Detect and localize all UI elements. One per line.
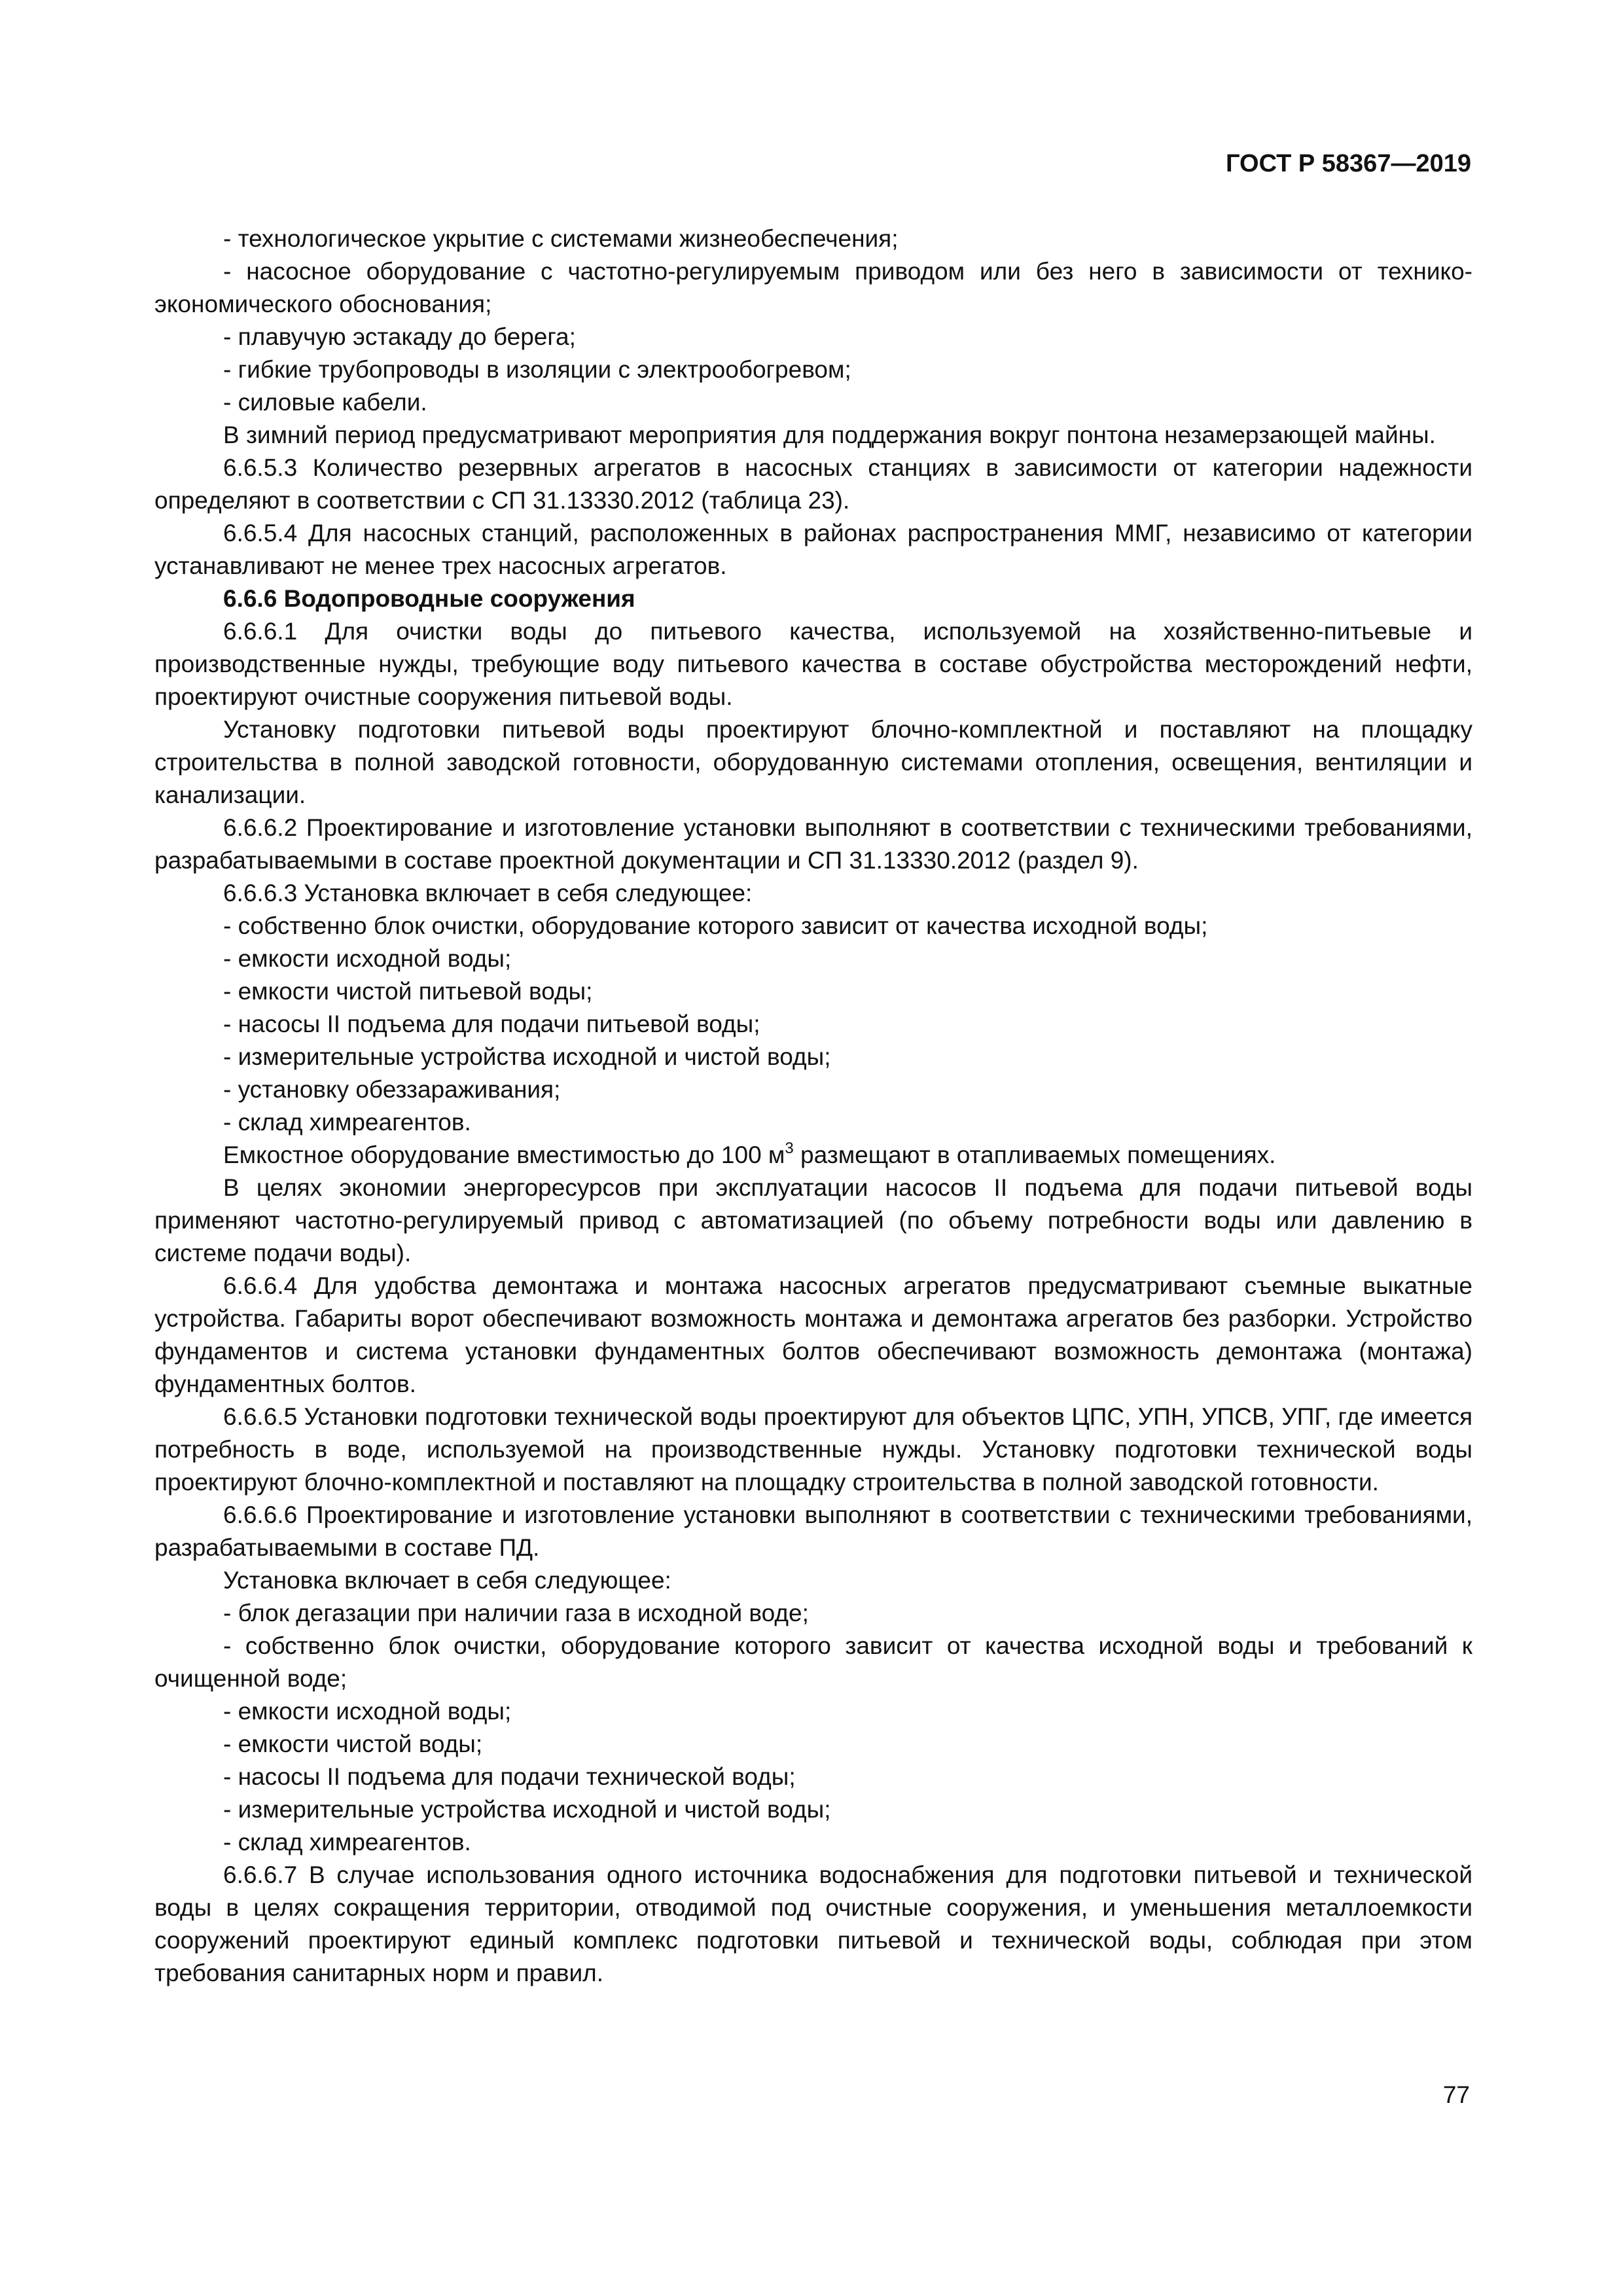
clause-6-6-6-6: 6.6.6.6 Проектирование и изготовление установки выполняют в соответствии с техническими требованиями, разрабатываемыми в составе ПД. — [154, 1501, 1472, 1561]
clause-6-6-6-2: 6.6.6.2 Проектирование и изготовление установки выполняют в соответствии с техническими требованиями, разрабатываемыми в составе проектной документации и СП 31.13330.2012 (раздел 9). — [154, 814, 1472, 874]
clause-6-6-6-1: 6.6.6.1 Для очистки воды до питьевого качества, используемой на хозяйственно-питьевые и производственные нужды, требующие воду питьевого качества в составе обустройства месторождений нефти, проектируют очистные сооружения питьевой воды. — [154, 618, 1472, 710]
list-item: - склад химреагентов. — [223, 1109, 471, 1136]
list-item: - насосы II подъема для подачи питьевой воды; — [223, 1011, 760, 1037]
document-body — [154, 223, 1472, 1990]
list-item: - гибкие трубопроводы в изоляции с электрообогревом; — [223, 356, 851, 383]
capacity-text-after: размещают в отапливаемых помещениях. — [793, 1141, 1276, 1168]
list-item: - емкости чистой питьевой воды; — [223, 978, 593, 1005]
paragraph: В целях экономии энергоресурсов при эксплуатации насосов II подъема для подачи питьевой воды применяют частотно-регулируемый привод с автоматизацией (по объему потребности воды или давлению в системе подачи воды). — [154, 1174, 1472, 1266]
clause-6-6-6-3: 6.6.6.3 Установка включает в себя следующее: — [223, 880, 753, 906]
list-item: - плавучую эстакаду до берега; — [223, 323, 576, 350]
list-item: - собственно блок очистки, оборудование которого зависит от качества исходной воды и требований к очищенной воде; — [154, 1632, 1472, 1692]
clause-6-6-6-7: 6.6.6.7 В случае использования одного источника водоснабжения для подготовки питьевой и технической воды в целях сокращения территории, отводимой под очистные сооружения, и уменьшения металлоемкости сооружений проектируют единый комплекс подготовки питьевой и технической воды, соблюдая при этом требования санитарных норм и правил. — [154, 1861, 1472, 1986]
superscript-3: 3 — [785, 1139, 794, 1157]
capacity-text-before: Емкостное оборудование вместимостью до 100 м — [223, 1141, 785, 1168]
list-item: - собственно блок очистки, оборудование которого зависит от качества исходной воды; — [223, 912, 1208, 939]
list-item: - склад химреагентов. — [223, 1829, 471, 1856]
list-item: - технологическое укрытие с системами жизнеобеспечения; — [223, 225, 899, 252]
document-code-header: ГОСТ Р 58367—2019 — [1226, 150, 1471, 177]
list-item: - насосы II подъема для подачи технической воды; — [223, 1763, 796, 1790]
list-item: - установку обеззараживания; — [223, 1076, 561, 1103]
list-item: - измерительные устройства исходной и чистой воды; — [223, 1043, 831, 1070]
list-item: - блок дегазации при наличии газа в исходной воде; — [223, 1600, 809, 1626]
paragraph: Установку подготовки питьевой воды проектируют блочно-комплектной и поставляют на площадку строительства в полной заводской готовности, оборудованную системами отопления, освещения, вентиляции и канализации. — [154, 716, 1472, 808]
clause-6-6-6-5: 6.6.6.5 Установки подготовки технической воды проектируют для объектов ЦПС, УПН, УПСВ, УПГ, где имеется потребность в воде, используемой на производственные нужды. Установку подготовки технической воды проектируют блочно-комплектной и поставляют на площадку строительства в полной заводской готовности. — [154, 1403, 1472, 1496]
capacity-paragraph — [154, 1139, 1472, 1172]
page-number: 77 — [1442, 2081, 1470, 2108]
list-item: - емкости исходной воды; — [223, 1698, 512, 1725]
clause-6-6-5-3: 6.6.5.3 Количество резервных агрегатов в насосных станциях в зависимости от категории надежности определяют в соответствии с СП 31.13330.2012 (таблица 23). — [154, 454, 1472, 514]
clause-6-6-5-4: 6.6.5.4 Для насосных станций, расположенных в районах распространения ММГ, независимо от категории устанавливают не менее трех насосных агрегатов. — [154, 520, 1472, 579]
paragraph: В зимний период предусматривают мероприятия для поддержания вокруг понтона незамерзающей майны. — [223, 422, 1436, 448]
paragraph: Установка включает в себя следующее: — [223, 1567, 671, 1594]
list-item: - насосное оборудование с частотно-регулируемым приводом или без него в зависимости от технико-экономического обоснования; — [154, 258, 1472, 317]
list-item: - емкости исходной воды; — [223, 945, 512, 972]
list-item: - силовые кабели. — [223, 389, 427, 416]
section-heading-6-6-6: 6.6.6 Водопроводные сооружения — [223, 585, 635, 612]
clause-6-6-6-4: 6.6.6.4 Для удобства демонтажа и монтажа насосных агрегатов предусматривают съемные выкатные устройства. Габариты ворот обеспечивают возможность монтажа и демонтажа агрегатов без разборки. Устройство фундаментов и система установки фундаментных болтов обеспечивают возможность демонтажа (монтажа) фундаментных болтов. — [154, 1272, 1472, 1397]
list-item: - измерительные устройства исходной и чистой воды; — [223, 1796, 831, 1823]
list-item: - емкости чистой воды; — [223, 1731, 483, 1757]
